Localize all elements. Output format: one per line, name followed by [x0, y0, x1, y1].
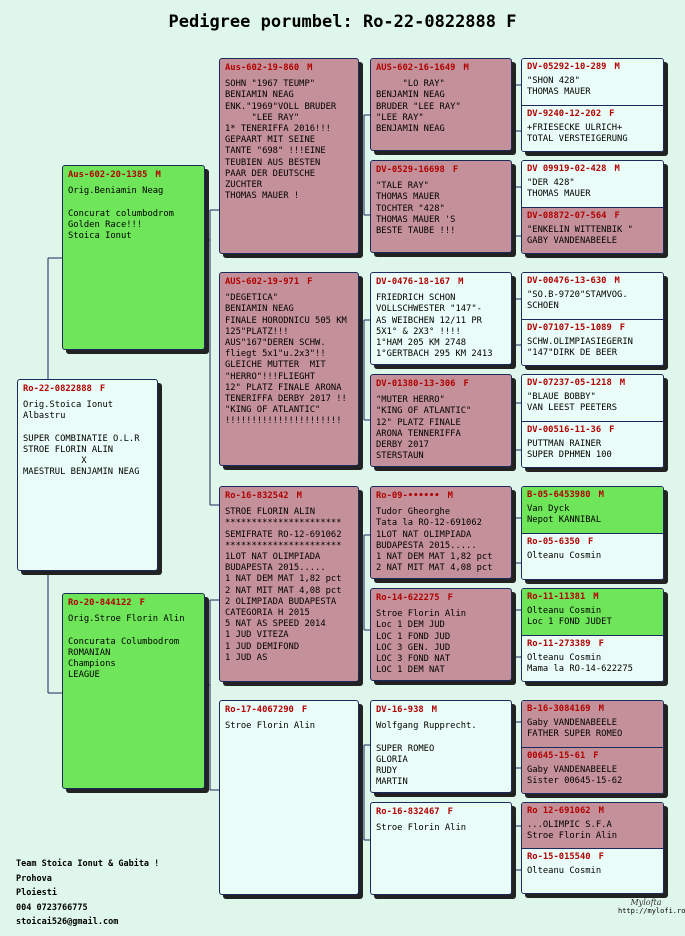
pigeon-details: Stroe Florin Alin: [376, 823, 467, 834]
ring-number: DV 09919-02-428 M: [527, 164, 620, 174]
ring-number: Ro-09-•••••• M: [376, 491, 453, 501]
g4-dam: [522, 421, 663, 467]
ring-number: DV-0476-18-167 M: [376, 277, 464, 287]
granddam-maternal-card: [219, 700, 359, 895]
g4-dam: [522, 747, 663, 793]
pigeon-details: Stroe Florin Alin Loc 1 DEM JUD LOC 1 FOND JUD LOC 3 GEN. JUD LOC 3 FOND NAT LOC 1 DEM NAT: [376, 609, 467, 676]
g4-sire: [522, 273, 663, 319]
great-grandparent-card: [370, 58, 512, 151]
pigeon-details: "ENKELIN WITTENBIK " GABY VANDENABEELE: [527, 225, 633, 247]
great-grandparent-card: [370, 374, 512, 467]
ring-number: DV-08872-07-564 F: [527, 211, 620, 221]
grandparent-ring: AUS-602-19-971 F: [225, 277, 313, 287]
ring-number: Ro-11-273389 F: [527, 639, 604, 649]
pigeon-details: Olteanu Cosmin: [527, 866, 602, 877]
pigeon-details: FRIEDRICH SCHON VOLLSCHWESTER "147"- AS WEIBCHEN 12/11 PR 5X1° & 2X3° !!!! 1°HAM 205 KM 2748 1°GERTBACH 295 KM 2413: [376, 293, 493, 360]
ring-number: DV-00516-11-36 F: [527, 425, 615, 435]
pigeon-details: "SHON 428" THOMAS MAUER: [527, 76, 591, 98]
grandparent-details: STROE FLORIN ALIN ********************** SEMIFRATE RO-12-691062 ********************** 1LOT NAT OLIMPIADA BUDAPESTA 2015..... 1 NAT DEM MAT 1,82 pct 2 NAT MIT MAT 4,08 pct 2 OLIMPIADA BUDAPESTA CATEGORIA H 2015 5 NAT AS SPEED 2014 1 JUD VITEZA 1 JUD DEMIFOND 1 JUD AS: [225, 507, 342, 663]
pigeon-details: SCHW.OLIMPIASIEGERIN "147"DIRK DE BEER: [527, 337, 633, 359]
g4-pair-card: [521, 700, 664, 794]
grandparent-ring: Ro-16-832542 M: [225, 491, 302, 501]
page-title: Pedigree porumbel: Ro-22-0822888 F: [168, 12, 517, 32]
subject-details: Orig.Stoica Ionut Albastru SUPER COMBINATIE O.L.R STROE FLORIN ALIN X MAESTRUL BENJAMIN NEAG: [23, 400, 140, 478]
g4-pair-card: [521, 272, 664, 366]
grandsire-paternal-card: [219, 58, 359, 254]
pigeon-details: "TALE RAY" THOMAS MAUER TOCHTER "428" THOMAS MAUER 'S BESTE TAUBE !!!: [376, 181, 456, 237]
pigeon-details: "SO.B-9720"STAMVOG. SCHOEN: [527, 290, 628, 312]
g4-sire: [522, 161, 663, 207]
ring-number: DV-01380-13-306 F: [376, 379, 469, 389]
pigeon-details: Olteanu Cosmin Loc 1 FOND JUDET: [527, 606, 612, 628]
grandparent-details: SOHN "1967 TEUMP" BENIAMIN NEAG ENK."1969"VOLL BRUDER "LEE RAY" 1* TENERIFFA 2016!!! GEPAART MIT SEINE TANTE "698" !!!EINE TEUBIEN AUS BESTEN PAAR DER DEUTSCHE ZUCHTER THOMAS MAUER !: [225, 79, 337, 202]
pigeon-details: +FRIESECKE ULRICH+ TOTAL VERSTEIGERUNG: [527, 123, 628, 145]
g4-pair-card: [521, 58, 664, 152]
pigeon-details: ...OLIMPIC S.F.A Stroe Florin Alin: [527, 820, 618, 842]
breeder-contact: Team Stoica Ionut & Gabita ! Prohova Ploiesti 004 0723766775 stoicai526@gmail.com: [16, 859, 160, 927]
g4-dam: [522, 533, 663, 579]
ring-number: Ro-14-622275 F: [376, 593, 453, 603]
sire-details: Orig.Beniamin Neag Concurat columbodrom Golden Race!!! Stoica Ionut: [68, 186, 174, 242]
sire-ring: Aus-602-20-1385 M: [68, 170, 161, 180]
ring-number: DV-00476-13-630 M: [527, 276, 620, 286]
ring-number: Ro-16-832467 F: [376, 807, 453, 817]
ring-number: B-05-6453980 M: [527, 490, 604, 500]
subject-card: [17, 379, 158, 571]
grandparent-ring: Ro-17-4067290 F: [225, 705, 308, 715]
ring-number: DV-9240-12-202 F: [527, 109, 615, 119]
ring-number: Ro-15-015540 F: [527, 852, 604, 862]
ring-number: DV-16-938 M: [376, 705, 437, 715]
g4-dam: [522, 848, 663, 893]
granddam-paternal-card: [219, 272, 359, 466]
grandparent-details: "DEGETICA" BENIAMIN NEAG FINALE HORODNICU 505 KM 125"PLATZ!!! AUS"167"DEREN SCHW. fliegt 5x1"u.2x3"!! GLEICHE MUTTER MIT "HERRO"!!!FLIEGHT 12" PLATZ FINALE ARONA TENERIFFA DERBY 2017 !! "KING OF ATLANTIC" !!!!!!!!!!!!!!!!!!!!!!: [225, 293, 347, 427]
great-grandparent-card: [370, 802, 512, 895]
g4-dam: [522, 207, 663, 253]
pigeon-details: "BLAUE BOBBY" VAN LEEST PEETERS: [527, 392, 618, 414]
ring-number: 00645-15-61 F: [527, 751, 599, 761]
pigeon-details: "DER 428" THOMAS MAUER: [527, 178, 591, 200]
signature-script: Mylofta: [630, 898, 662, 907]
great-grandparent-card: [370, 160, 512, 253]
pigeon-details: "LO RAY" BENJAMIN NEAG BRUDER "LEE RAY" "LEE RAY" BENJAMIN NEAG: [376, 79, 461, 135]
pigeon-details: Tudor Gheorghe Tata la RO-12-691062 1LOT NAT OLIMPIADA BUDAPESTA 2015..... 1 NAT DEM MAT 1,82 pct 2 NAT MIT MAT 4,08 pct: [376, 507, 493, 574]
ring-number: Ro-11-11381 M: [527, 592, 599, 602]
pigeon-details: Gaby VANDENABEELE FATHER SUPER ROMEO: [527, 718, 623, 740]
ring-number: AUS-602-16-1649 M: [376, 63, 469, 73]
subject-ring: Ro-22-0822888 F: [23, 384, 106, 394]
great-grandparent-card: [370, 588, 512, 681]
g4-dam: [522, 319, 663, 365]
signature-url: http://mylofi.ro: [618, 907, 685, 915]
g4-pair-card: [521, 374, 664, 468]
sire-card: [62, 165, 205, 350]
g4-pair-card: [521, 160, 664, 254]
grandparent-ring: Aus-602-19-860 M: [225, 63, 313, 73]
g4-dam: [522, 635, 663, 681]
dam-details: Orig.Stroe Florin Alin Concurata Columbodrom ROMANIAN Champions LEAGUE: [68, 614, 185, 681]
g4-dam: [522, 105, 663, 151]
g4-pair-card: [521, 588, 664, 682]
great-grandparent-card: [370, 272, 512, 365]
g4-sire: [522, 701, 663, 747]
g4-sire: [522, 375, 663, 421]
dam-card: [62, 593, 205, 789]
g4-sire: [522, 803, 663, 848]
ring-number: Ro-05-6350 F: [527, 537, 594, 547]
pigeon-details: Olteanu Cosmin Mama la RO-14-622275: [527, 653, 633, 675]
g4-sire: [522, 487, 663, 533]
pigeon-details: PUTTMAN RAINER SUPER DPHMEN 100: [527, 439, 612, 461]
g4-sire: [522, 589, 663, 635]
dam-ring: Ro-20-844122 F: [68, 598, 145, 608]
pigeon-details: Gaby VANDENABEELE Sister 00645-15-62: [527, 765, 623, 787]
ring-number: Ro 12-691062 M: [527, 806, 604, 816]
ring-number: DV-0529-16698 F: [376, 165, 459, 175]
great-grandparent-card: [370, 486, 512, 579]
great-grandparent-card: [370, 700, 512, 793]
signature-logo: [618, 898, 685, 915]
ring-number: DV-05292-10-289 M: [527, 62, 620, 72]
ring-number: DV-07107-15-1089 F: [527, 323, 626, 333]
pigeon-details: Olteanu Cosmin: [527, 551, 602, 562]
pigeon-details: "MUTER HERRO" "KING OF ATLANTIC" 12" PLATZ FINALE ARONA TENNERIFFA DERBY 2017 STERSTAUN: [376, 395, 472, 462]
g4-pair-card: [521, 802, 664, 894]
pigeon-details: Van Dyck Nepot KANNIBAL: [527, 504, 602, 526]
g4-sire: [522, 59, 663, 105]
g4-pair-card: [521, 486, 664, 580]
pigeon-details: Wolfgang Rupprecht. SUPER ROMEO GLORIA RUDY MARTIN: [376, 721, 477, 788]
ring-number: DV-07237-05-1218 M: [527, 378, 626, 388]
ring-number: B-16-3084169 M: [527, 704, 604, 714]
grandparent-details: Stroe Florin Alin: [225, 721, 316, 732]
grandsire-maternal-card: [219, 486, 359, 682]
